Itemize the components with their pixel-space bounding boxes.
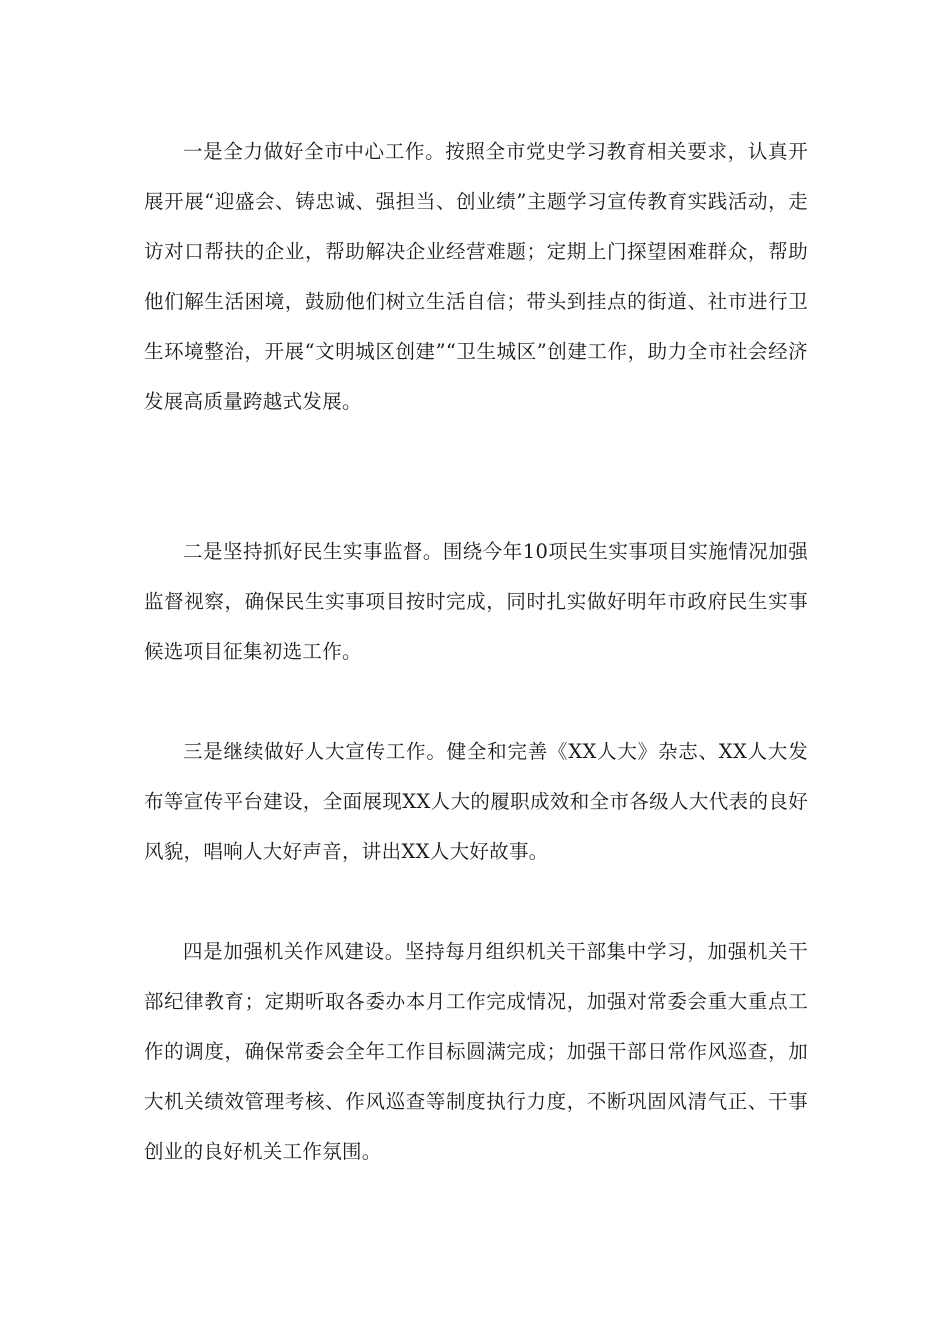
paragraph-1: 一是全力做好全市中心工作。按照全市党史学习教育相关要求，认真开展开展“迎盛会、铸忠诚、强担当、创业绩”主题学习宣传教育实践活动，走访对口帮扶的企业，帮助解决企业经营难题；定期上门探望困难群众，帮助他们解生活困境，鼓励他们树立生活自信；带头到挂点的街道、社市进行卫生环境整治，开展“文明城区创建”“卫生城区”创建工作，助力全市社会经济发展高质量跨越式发展。 [144, 140, 808, 413]
paragraph-2: 二是坚持抓好民生实事监督。围绕今年10项民生实事项目实施情况加强监督视察，确保民生实事项目按时完成，同时扎实做好明年市政府民生实事候选项目征集初选工作。 [144, 540, 808, 663]
paragraph-3: 三是继续做好人大宣传工作。健全和完善《XX人大》杂志、XX人大发布等宣传平台建设，全面展现XX人大的履职成效和全市各级人大代表的良好风貌，唱响人大好声音，讲出XX人大好故事。 [144, 740, 808, 863]
paragraph-4: 四是加强机关作风建设。坚持每月组织机关干部集中学习，加强机关干部纪律教育；定期听取各委办本月工作完成情况，加强对常委会重大重点工作的调度，确保常委会全年工作目标圆满完成；加强干部日常作风巡查，加大机关绩效管理考核、作风巡查等制度执行力度，不断巩固风清气正、干事创业的良好机关工作氛围。 [144, 940, 808, 1163]
